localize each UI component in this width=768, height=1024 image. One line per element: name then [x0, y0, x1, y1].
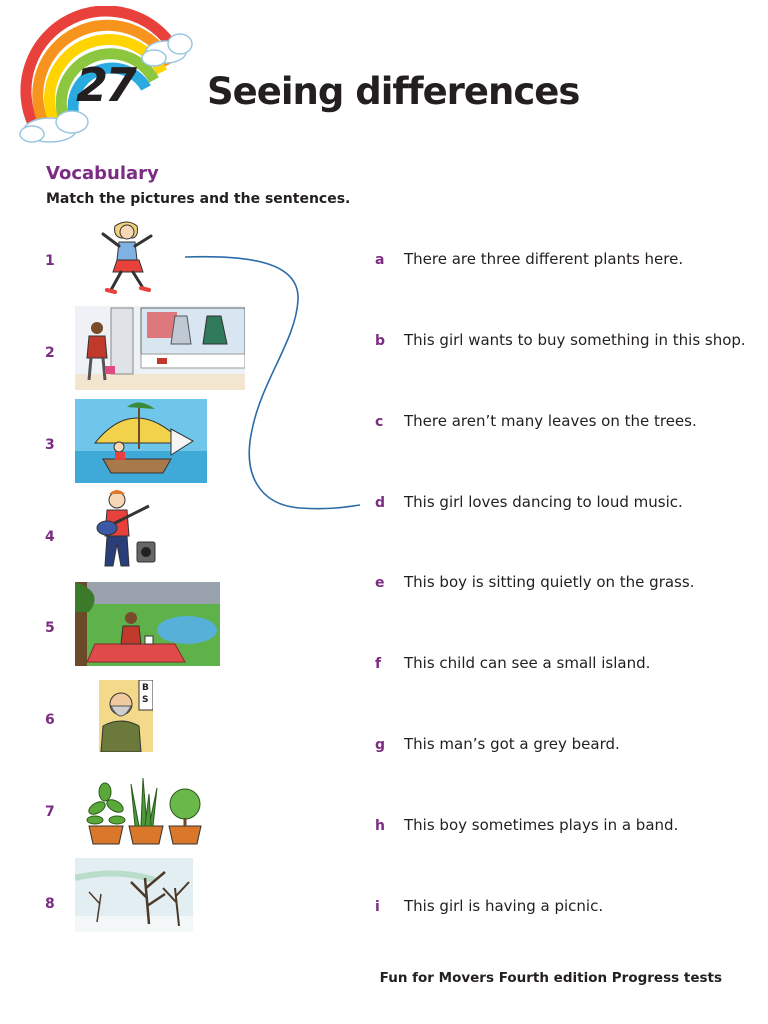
page-title: Seeing differences [207, 70, 580, 113]
unit-number: 27 [76, 58, 135, 112]
picture-number: 3 [45, 437, 55, 453]
section-title: Vocabulary [46, 163, 159, 184]
sentence-text: There aren’t many leaves on the trees. [404, 412, 697, 430]
three-plants-icon [85, 774, 205, 846]
footer-text: Fun for Movers Fourth edition Progress tests [379, 970, 722, 986]
sentence-text: This boy sometimes plays in a band. [404, 816, 679, 834]
picture-number: 6 [45, 712, 55, 728]
sentence-letter: i [375, 899, 380, 915]
child-in-boat-icon [75, 399, 207, 483]
sentence-text: This girl wants to buy something in this shop. [404, 331, 746, 349]
picture-number: 5 [45, 620, 55, 636]
svg-text:S: S [142, 695, 149, 705]
picture-number: 2 [45, 345, 55, 361]
svg-text:B: B [142, 683, 149, 693]
bearded-man-icon [99, 680, 153, 752]
sentence-letter: f [375, 656, 382, 672]
sentence-letter: g [375, 737, 386, 753]
sentence-letter: e [375, 575, 385, 591]
sentence-letter: c [375, 414, 384, 430]
sentence-text: This man’s got a grey beard. [404, 735, 620, 753]
picture-number: 7 [45, 804, 55, 820]
sentence-letter: b [375, 333, 386, 349]
sentence-letter: d [375, 495, 386, 511]
sentence-text: This girl is having a picnic. [404, 897, 604, 915]
sentence-text: This child can see a small island. [404, 654, 651, 672]
girl-at-shop-window-icon [75, 306, 245, 390]
sentence-letter: a [375, 252, 385, 268]
sentence-letter: h [375, 818, 385, 834]
sentence-text: This girl loves dancing to loud music. [404, 493, 683, 511]
instruction-text: Match the pictures and the sentences. [46, 191, 351, 207]
dancing-girl-icon [95, 218, 159, 298]
sentence-text: There are three different plants here. [404, 250, 684, 268]
bare-trees-windy-icon [75, 858, 193, 932]
boy-with-guitar-icon [93, 488, 159, 574]
girl-picnic-in-park-icon [75, 582, 220, 666]
picture-number: 8 [45, 896, 55, 912]
picture-number: 4 [45, 529, 55, 545]
picture-number: 1 [45, 253, 55, 269]
sentence-text: This boy is sitting quietly on the grass. [404, 573, 695, 591]
